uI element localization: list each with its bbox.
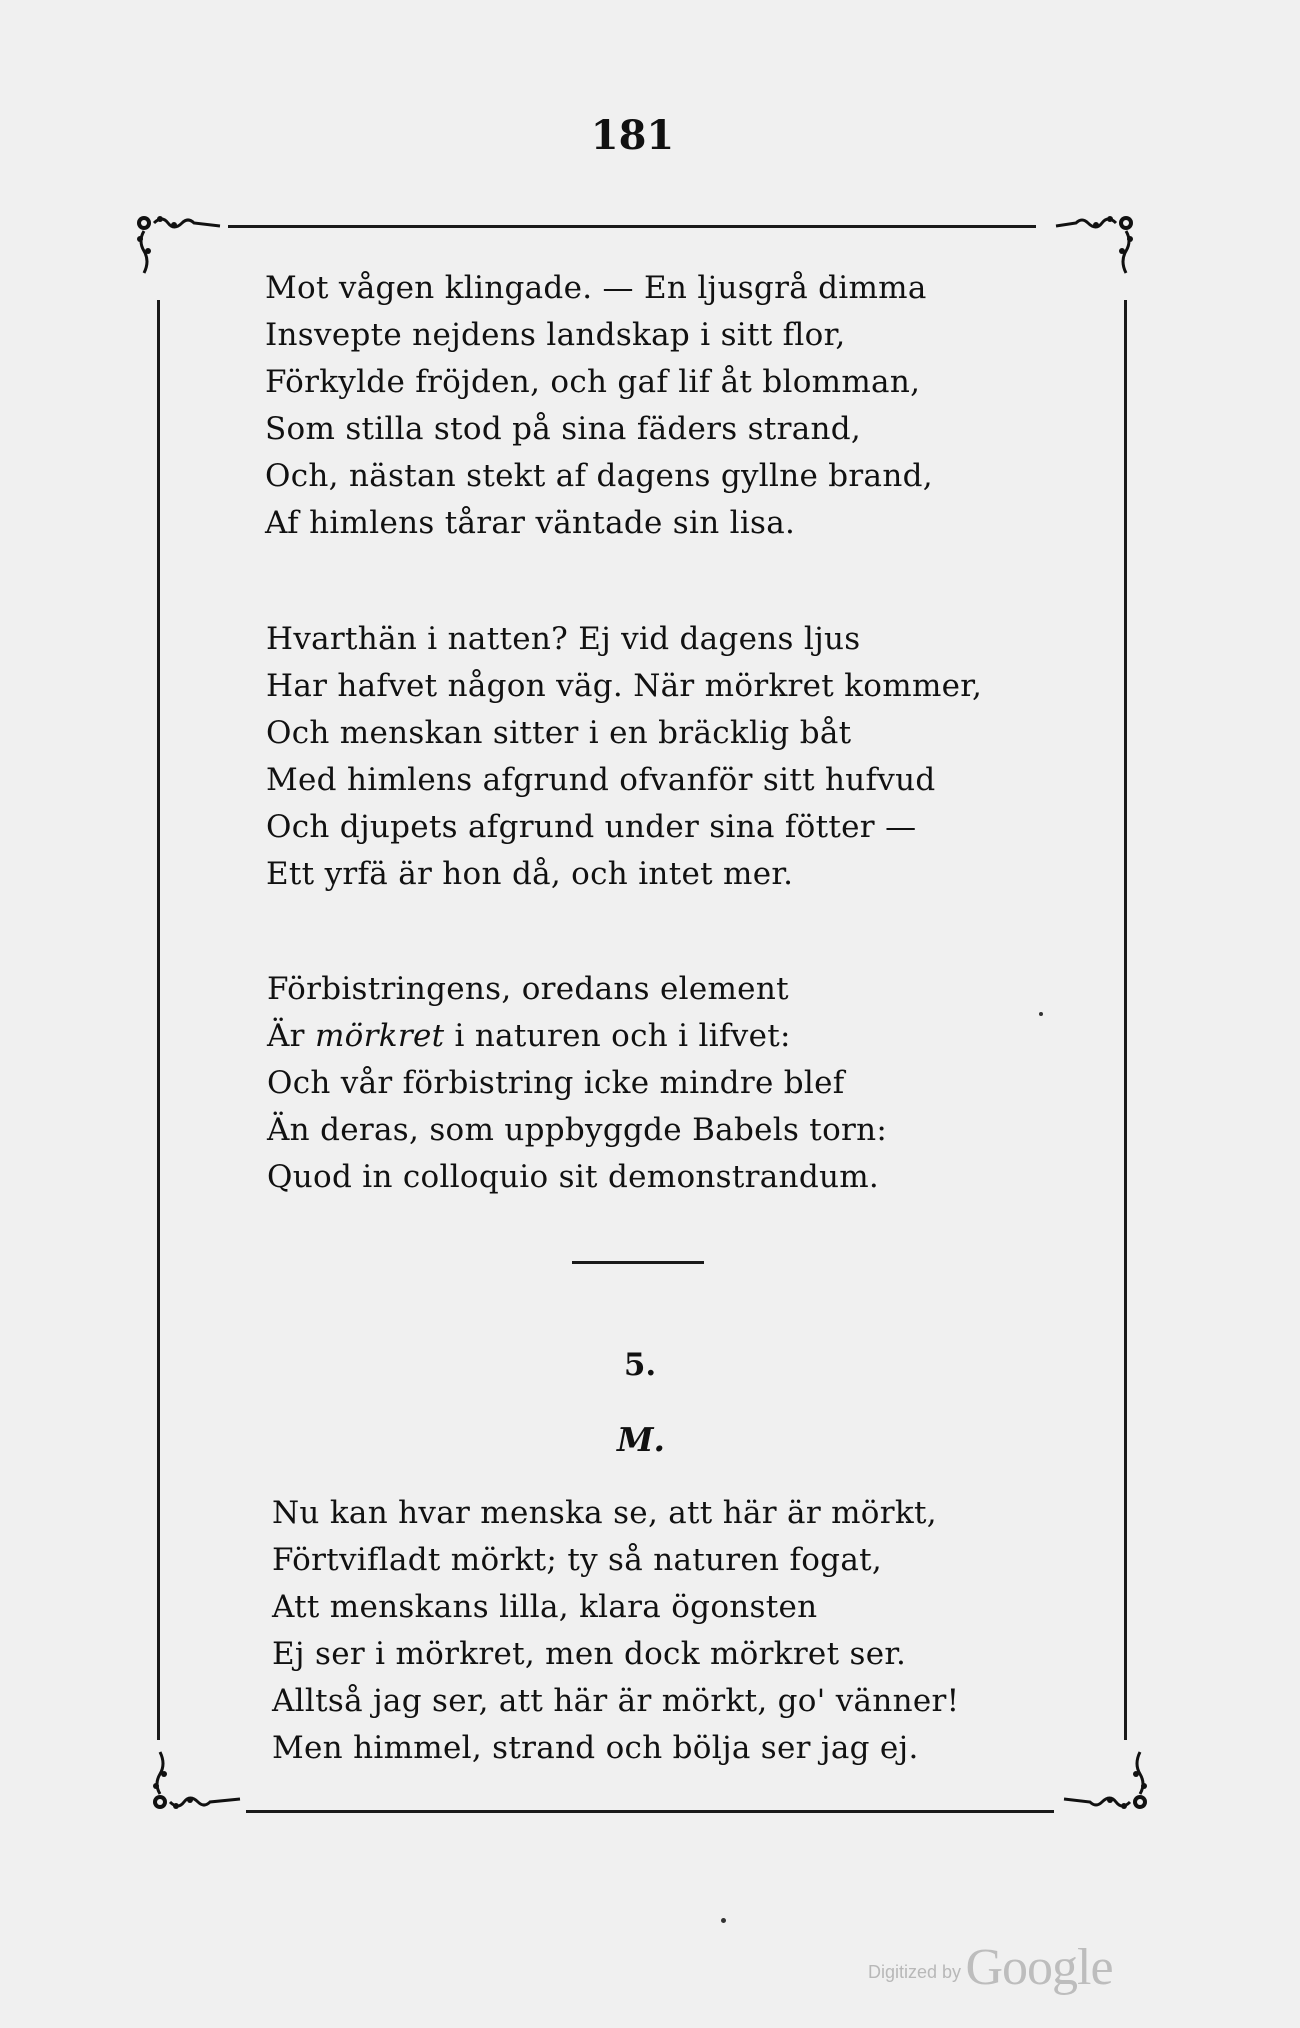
floral-corner-ornament-icon <box>130 205 230 285</box>
digitized-by-watermark <box>868 1938 1113 1996</box>
page-number: 181 <box>590 112 675 159</box>
poem-line: Alltså jag ser, att här är mörkt, go' vänner! <box>272 1683 960 1719</box>
poem-line: Som stilla stod på sina fäders strand, <box>265 411 862 447</box>
emphasized-word: mörkret <box>314 1018 445 1054</box>
poem-line: Med himlens afgrund ofvanför sitt hufvud <box>266 762 936 798</box>
stanza-1 <box>265 265 1085 547</box>
frame-top-rule <box>228 225 1036 228</box>
poem-line: Nu kan hvar menska se, att här är mörkt, <box>272 1495 937 1531</box>
poem-line: Och vår förbistring icke mindre blef <box>267 1065 845 1101</box>
ink-speck <box>721 1918 726 1923</box>
poem-line: Och djupets afgrund under sina fötter — <box>266 809 917 845</box>
section-number: 5. <box>623 1347 657 1383</box>
google-logo: Google <box>965 1939 1113 1996</box>
poem-line: Har hafvet någon väg. När mörkret kommer, <box>266 668 983 704</box>
poem-line: Hvarthän i natten? Ej vid dagens ljus <box>266 621 861 657</box>
poem-line <box>267 1013 1087 1060</box>
poem-line: Af himlens tårar väntade sin lisa. <box>265 505 796 541</box>
frame-right-rule <box>1124 300 1127 1740</box>
poem-line: Och, nästan stekt af dagens gyllne brand, <box>265 458 933 494</box>
poem-line: Quod in colloquio sit demonstrandum. <box>267 1159 880 1195</box>
poem-line: Mot vågen klingade. — En ljusgrå dimma <box>265 270 927 306</box>
poem-line: Ej ser i mörkret, men dock mörkret ser. <box>272 1636 907 1672</box>
poem-line: Ett yrfä är hon då, och intet mer. <box>266 856 794 892</box>
speaker-label: M. <box>616 1420 666 1459</box>
digitized-by-label: Digitized by <box>868 1962 962 1982</box>
poem-line: Men himmel, strand och bölja ser jag ej. <box>272 1730 919 1766</box>
section-divider <box>572 1261 704 1264</box>
line-end: i naturen och i lifvet: <box>444 1018 791 1054</box>
floral-corner-ornament-icon <box>146 1740 246 1820</box>
poem-line: Än deras, som uppbyggde Babels torn: <box>267 1112 888 1148</box>
stanza-4 <box>272 1490 1092 1772</box>
poem-line: Insvepte nejdens landskap i sitt flor, <box>265 317 846 353</box>
poem-line: Och menskan sitter i en bräcklig båt <box>266 715 852 751</box>
stanza-3 <box>267 966 1087 1201</box>
frame-left-rule <box>157 300 160 1740</box>
poem-line: Förkylde fröjden, och gaf lif åt blomman, <box>265 364 921 400</box>
poem-line: Förbistringens, oredans element <box>267 971 789 1007</box>
stanza-2 <box>266 616 1086 898</box>
line-start: Är <box>267 1018 315 1054</box>
frame-bottom-rule <box>246 1810 1054 1813</box>
ink-speck <box>1039 1012 1043 1016</box>
poem-line: Att menskans lilla, klara ögonsten <box>272 1589 818 1625</box>
poem-line: Förtvifladt mörkt; ty så naturen fogat, <box>272 1542 883 1578</box>
